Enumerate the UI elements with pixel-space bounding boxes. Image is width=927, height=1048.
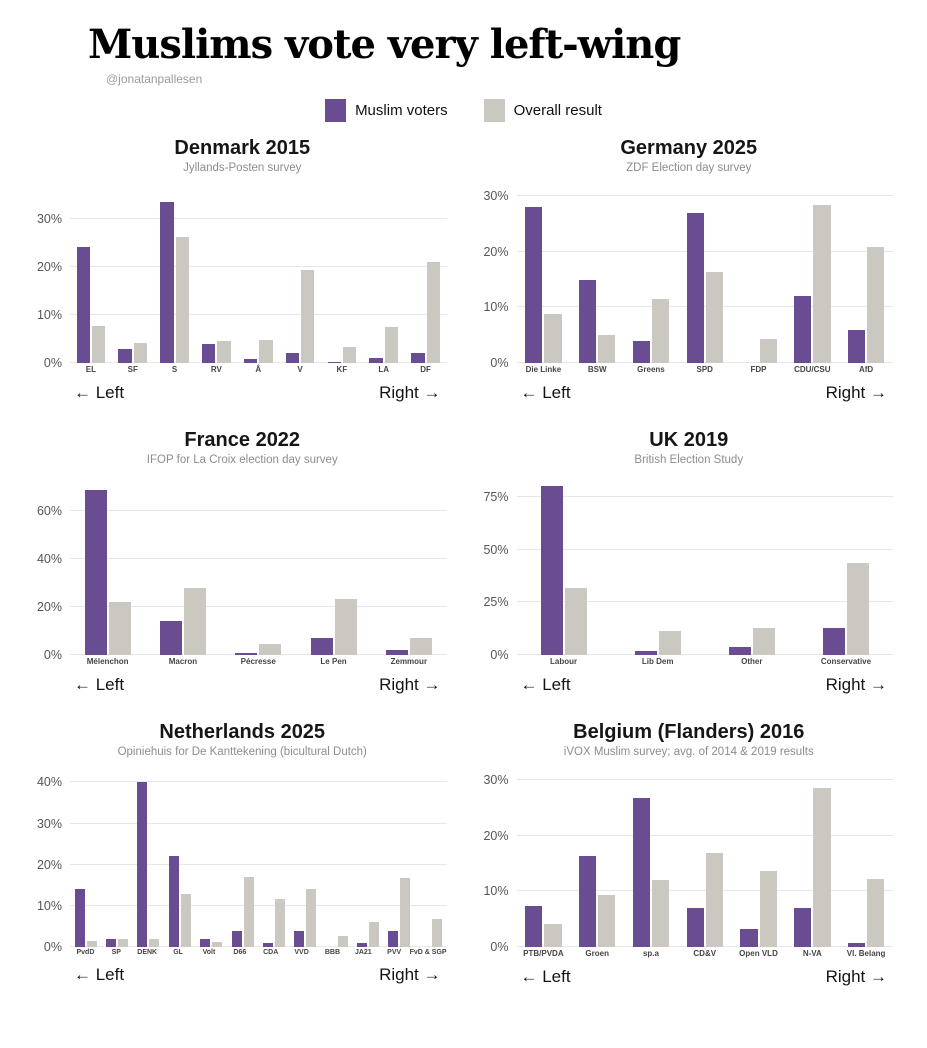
bar-muslim-voters [635,651,657,655]
left-annotation: ← Left [74,965,125,984]
bar-overall-result [544,314,561,363]
bar-group-fdp [732,188,786,363]
y-tick-label: 10% [483,300,509,315]
y-tick-label: 0% [43,940,62,954]
charts-grid [0,124,927,1006]
x-category-label-pvdd: PvdD [76,949,95,956]
x-category-label-other: Other [741,657,763,666]
bar-muslim-voters [633,798,650,947]
right-annotation: Right → [825,383,887,402]
muslim-voters-swatch-icon [325,99,346,122]
bar-group-groen [570,772,624,947]
left-right-annotations [74,675,441,695]
x-category-label-die-linke: Die Linke [525,365,562,374]
bar-group-volt [196,772,227,947]
bar-muslim-voters [823,628,845,655]
bar-overall-result [400,878,410,947]
right-annotation: Right → [825,675,887,694]
x-category-label-zemmour: Zemmour [390,657,428,666]
bar-muslim-voters [579,856,596,947]
bar-overall-result [706,853,723,947]
x-category-label-lib-dem: Lib Dem [641,657,674,666]
x-category-label-vl-belang: Vl. Belang [846,949,886,958]
bar-overall-result [109,602,131,655]
bar-overall-result [217,341,230,363]
bar-overall-result [369,922,379,947]
bar-overall-result [544,924,561,947]
bar-overall-result [335,599,357,655]
x-category-label-la: LA [378,365,390,374]
bar-overall-result [753,628,775,655]
x-axis-labels [517,949,894,958]
plot [70,188,447,363]
left-annotation: ← Left [74,383,125,402]
y-tick-label: 40% [36,775,62,790]
x-category-label-open-vld: Open VLD [739,949,778,958]
bar-group-greens [624,188,678,363]
left-annotation: ← Left [520,675,571,694]
bar-overall-result [118,939,128,947]
bar-group-lib-dem [611,480,705,655]
bar-muslim-voters [235,653,257,655]
x-axis-labels [517,657,894,666]
y-tick-label: 0% [43,356,62,370]
bar-group-la [363,188,405,363]
y-axis [30,188,70,370]
left-annotation: ← Left [520,967,571,986]
bar-group-vl-belang [839,772,893,947]
bar-group-bsw [570,188,624,363]
bar-muslim-voters [263,943,273,947]
y-tick-label: 0% [43,648,62,662]
x-category-label-fvd-sgp: FvD & SGP [409,949,447,956]
bar-muslim-voters [311,638,333,655]
y-tick-label: 50% [483,542,509,557]
chart-belgium-flanders-2016 [477,714,902,1006]
left-right-annotations [521,675,888,695]
bar-group-other [705,480,799,655]
y-tick-label: 10% [36,898,62,913]
bar-muslim-voters [328,362,341,364]
bar-muslim-voters [794,908,811,947]
x-category-label-denk: DENK [137,949,158,956]
y-tick-label: 10% [36,308,62,323]
x-category-label-macron: Macron [168,657,198,666]
left-right-annotations [74,383,441,403]
chart-title: France 2022 [184,429,301,451]
chart-title: UK 2019 [649,429,729,451]
bar-muslim-voters [75,889,85,947]
bar-overall-result [760,339,777,363]
x-category-label-sf: SF [127,365,138,374]
y-tick-label: 0% [490,356,509,370]
y-tick-label: 20% [36,260,62,275]
bar-overall-result [149,939,159,947]
x-category-label-pvv: PVV [387,949,402,956]
x-category-label-ja21: JA21 [354,949,372,956]
chart-title: Belgium (Flanders) 2016 [573,721,805,743]
bar-group-macron [145,480,220,655]
bar-overall-result [867,247,884,363]
bar-muslim-voters [85,490,107,655]
author-handle: @jonatanpallesen [106,72,203,86]
bar-group- [237,188,279,363]
y-tick-label: 20% [483,828,509,843]
bar-group-cda [258,772,289,947]
left-annotation: ← Left [520,383,571,402]
x-category-label-sp-a: sp.a [642,949,659,958]
bar-overall-result [134,343,147,363]
bar-muslim-voters [687,213,704,363]
x-category-label-groen: Groen [585,949,609,958]
chart-france-2022 [30,422,455,714]
bar-overall-result [706,272,723,363]
x-category-label-df: DF [420,365,431,374]
bar-group-vvd [290,772,321,947]
page-title: Muslims vote very left-wing [88,21,681,68]
legend [0,96,927,124]
bar-group-sf [112,188,154,363]
bar-muslim-voters [579,280,596,363]
bar-muslim-voters [794,296,811,363]
y-tick-label: 30% [36,212,62,227]
bar-overall-result [184,588,206,655]
bar-overall-result [410,638,432,655]
legend-label-overall-result: Overall result [513,101,602,119]
x-category-label-sp: SP [111,949,121,956]
bar-group-n-va [785,772,839,947]
y-tick-label: 30% [483,773,509,788]
bar-overall-result [301,270,314,364]
bar-muslim-voters [286,353,299,363]
bar-groups [517,480,894,655]
bar-muslim-voters [848,330,865,363]
bar-muslim-voters [411,353,424,363]
right-annotation: Right → [379,383,441,402]
bar-group-denk [133,772,164,947]
bar-muslim-voters [160,202,173,363]
bar-group-p-cresse [221,480,296,655]
legend-item-muslim-voters [325,99,448,122]
bar-groups [70,480,447,655]
x-category-label-rv: RV [210,365,222,374]
bar-muslim-voters [357,943,367,947]
bar-group-df [405,188,447,363]
bar-groups [517,772,894,947]
plot [517,188,894,363]
x-category-label-bbb: BBB [324,949,341,956]
left-right-annotations [521,383,888,403]
bar-groups [70,772,447,947]
x-category-label-le-pen: Le Pen [320,657,347,666]
bar-muslim-voters [202,344,215,363]
bar-muslim-voters [137,782,147,947]
bar-group-cd-v [678,772,732,947]
bar-group-le-pen [296,480,371,655]
left-annotation: ← Left [74,675,125,694]
chart-title: Denmark 2015 [174,137,311,159]
chart-subtitle: British Election Study [634,454,744,466]
bar-overall-result [259,340,272,363]
bar-group-m-lenchon [70,480,145,655]
bar-overall-result [343,347,356,363]
bar-muslim-voters [294,931,304,948]
y-tick-label: 60% [36,504,62,519]
bar-groups [70,188,447,363]
x-category-label-ptb-pvda: PTB/PVDA [523,949,564,958]
x-category-label-gl: GL [173,949,183,956]
bar-muslim-voters [118,349,131,363]
bar-overall-result [565,588,587,656]
bar-overall-result [867,879,884,947]
bar-overall-result [212,942,222,947]
x-category-label-greens: Greens [637,365,665,374]
x-category-label-cd-v: CD&V [693,949,717,958]
plot [70,480,447,655]
bar-group-conservative [799,480,893,655]
chart-subtitle: Jyllands-Posten survey [183,162,302,174]
y-tick-label: 25% [483,595,509,610]
x-category-label-el: EL [85,365,97,374]
bar-group-open-vld [732,772,786,947]
y-tick-label: 75% [483,489,509,504]
bar-group-el [70,188,112,363]
bar-group-ptb-pvda [517,772,571,947]
bar-muslim-voters [200,939,210,947]
bar-overall-result [598,335,615,363]
bar-overall-result [181,894,191,947]
x-axis-labels [70,657,447,666]
bar-overall-result [598,895,615,947]
x-axis-labels [70,949,447,956]
y-tick-label: 20% [36,600,62,615]
x-category-label-cda: CDA [263,949,279,956]
chart-uk-2019 [477,422,902,714]
x-category-label-: Å [255,365,262,374]
bar-group-v [279,188,321,363]
y-tick-label: 30% [36,816,62,831]
bar-group-rv [195,188,237,363]
x-category-label-bsw: BSW [587,365,607,374]
y-axis [477,772,517,954]
bar-group-pvv [384,772,415,947]
bar-muslim-voters [386,650,408,655]
bar-muslim-voters [525,207,542,363]
bar-group-sp [101,772,132,947]
x-category-label-d66: D66 [233,949,247,956]
y-axis [477,188,517,370]
bar-overall-result [92,326,105,363]
right-annotation: Right → [379,675,441,694]
x-category-label-fdp: FDP [750,365,767,374]
right-annotation: Right → [379,965,441,984]
bar-group-labour [517,480,611,655]
bar-muslim-voters [232,931,242,948]
infographic [0,21,927,1006]
x-category-label-n-va: N-VA [802,949,822,958]
x-category-label-afd: AfD [858,365,874,374]
x-category-label-volt: Volt [202,949,216,956]
x-axis-labels [70,365,447,374]
bar-overall-result [306,889,316,948]
bar-muslim-voters [633,341,650,363]
plot [517,772,894,947]
x-category-label-vvd: VVD [294,949,309,956]
y-tick-label: 40% [36,552,62,567]
x-axis-labels [517,365,894,374]
x-category-label-conservative: Conservative [820,657,872,666]
chart-title: Netherlands 2025 [159,721,326,743]
bar-group-gl [164,772,195,947]
chart-subtitle: ZDF Election day survey [626,162,752,174]
legend-item-overall-result [484,99,602,122]
bar-groups [517,188,894,363]
y-tick-label: 20% [483,244,509,259]
right-annotation: Right → [825,967,887,986]
left-right-annotations [74,965,441,985]
bar-group-pvdd [70,772,101,947]
y-tick-label: 30% [483,189,509,204]
chart-title: Germany 2025 [620,137,758,159]
bar-overall-result [432,919,442,947]
y-tick-label: 20% [36,857,62,872]
plot [70,772,447,947]
bar-overall-result [87,941,97,947]
bar-overall-result [813,788,830,947]
bar-group-sp-a [624,772,678,947]
bar-group-s [154,188,196,363]
chart-subtitle: iVOX Muslim survey; avg. of 2014 & 2019 results [563,746,814,758]
bar-group-cdu-csu [785,188,839,363]
bar-overall-result [427,262,440,363]
bar-group-ja21 [352,772,383,947]
chart-netherlands-2025 [30,714,455,1006]
bar-overall-result [652,880,669,947]
x-category-label-s: S [171,365,178,374]
chart-germany-2025 [477,130,902,422]
bar-group-kf [321,188,363,363]
bar-muslim-voters [160,621,182,655]
chart-denmark-2015 [30,130,455,422]
bar-group-zemmour [371,480,446,655]
x-category-label-cdu-csu: CDU/CSU [794,365,831,374]
bar-muslim-voters [541,486,563,655]
bar-group-d66 [227,772,258,947]
bar-overall-result [244,877,254,947]
bar-muslim-voters [848,943,865,947]
bar-muslim-voters [106,939,116,947]
bar-muslim-voters [729,647,751,655]
bar-overall-result [813,205,830,363]
chart-subtitle: Opiniehuis for De Kanttekening (bicultural Dutch) [117,746,367,758]
bar-muslim-voters [525,906,542,947]
bar-muslim-voters [388,931,398,948]
y-axis [30,772,70,954]
y-tick-label: 10% [483,884,509,899]
bar-overall-result [338,936,348,947]
bar-group-spd [678,188,732,363]
x-category-label-p-cresse: Pécresse [240,657,276,666]
plot [517,480,894,655]
bar-overall-result [652,299,669,363]
bar-overall-result [659,631,681,655]
bar-group-fvd-sgp [415,772,446,947]
bar-muslim-voters [369,358,382,363]
y-axis [30,480,70,662]
bar-muslim-voters [169,856,179,947]
bar-overall-result [385,327,398,363]
bar-group-bbb [321,772,352,947]
chart-subtitle: IFOP for La Croix election day survey [146,454,338,466]
x-category-label-v: V [297,365,303,374]
bar-group-die-linke [517,188,571,363]
bar-overall-result [275,899,285,947]
y-tick-label: 0% [490,648,509,662]
y-tick-label: 0% [490,940,509,954]
x-category-label-kf: KF [336,365,348,374]
overall-result-swatch-icon [484,99,505,122]
bar-muslim-voters [244,359,257,363]
legend-label-muslim-voters: Muslim voters [355,101,448,119]
x-category-label-labour: Labour [550,657,578,666]
y-axis [477,480,517,662]
bar-muslim-voters [740,929,757,947]
bar-muslim-voters [77,247,90,364]
x-category-label-spd: SPD [696,365,713,374]
bar-group-afd [839,188,893,363]
bar-overall-result [176,237,189,363]
left-right-annotations [521,967,888,987]
bar-overall-result [259,644,281,655]
x-category-label-m-lenchon: Mélenchon [86,657,129,666]
bar-overall-result [760,871,777,947]
bar-muslim-voters [687,908,704,947]
bar-overall-result [847,563,869,655]
